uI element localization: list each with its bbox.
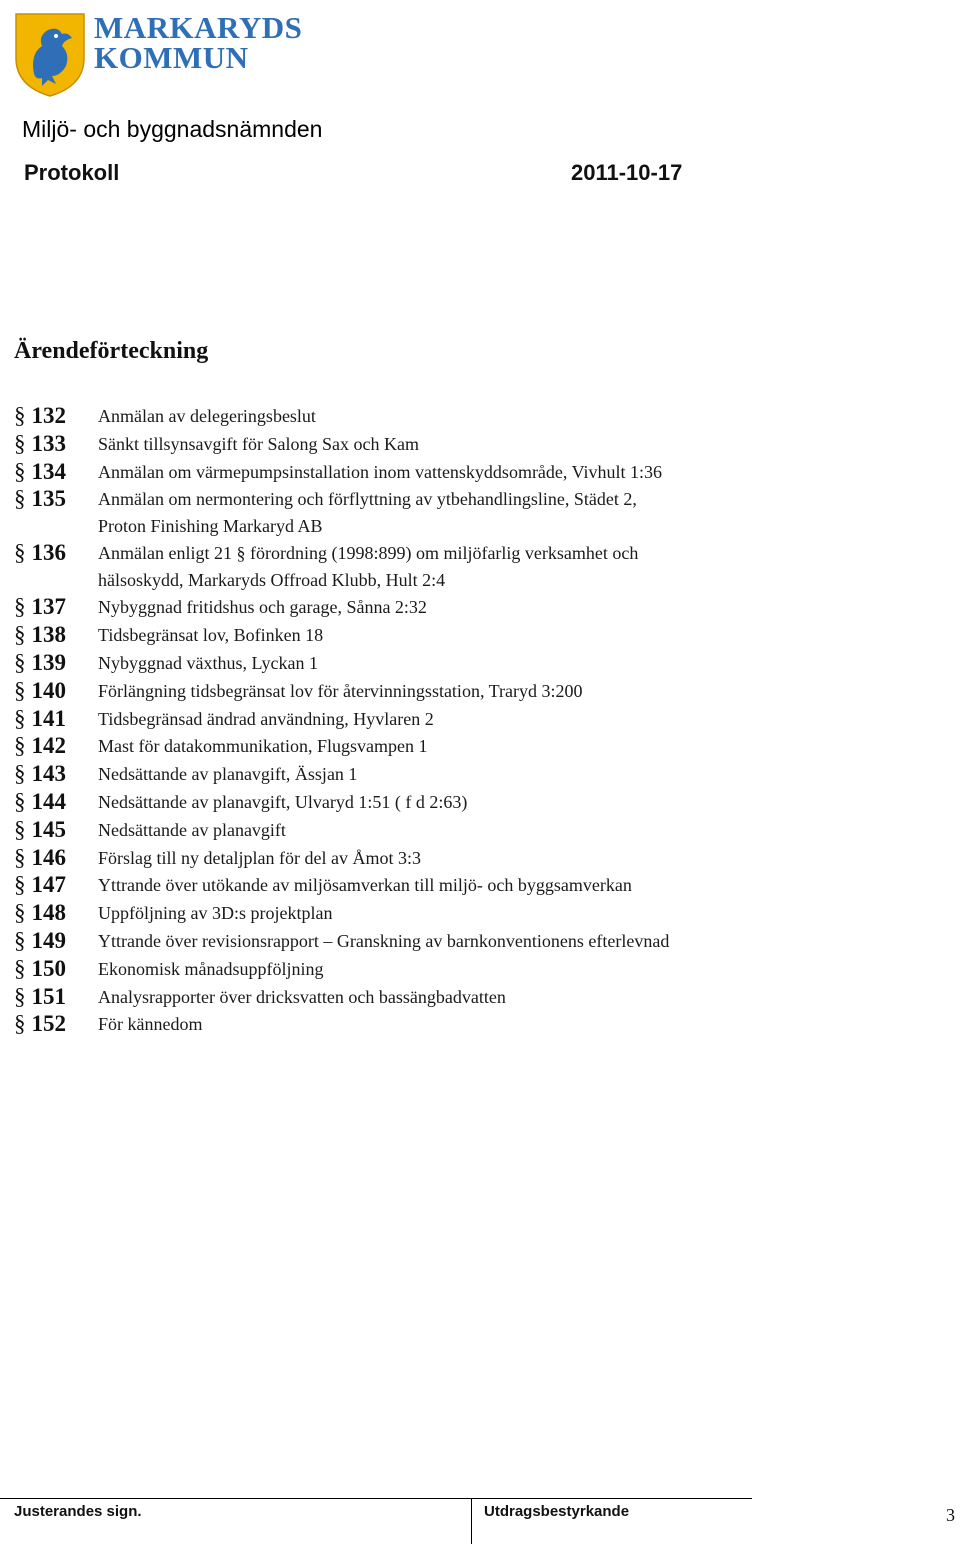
case-number-value: 148 xyxy=(31,900,66,926)
case-title xyxy=(98,593,427,621)
case-title xyxy=(98,458,662,486)
paragraph-symbol: § xyxy=(14,983,26,1009)
case-title xyxy=(98,760,357,788)
case-title xyxy=(98,899,332,927)
case-number-value: 146 xyxy=(31,844,66,870)
case-number xyxy=(14,705,98,733)
case-title-line: Anmälan av delegeringsbeslut xyxy=(98,406,316,426)
case-title-line: Uppföljning av 3D:s projektplan xyxy=(98,903,333,924)
case-number xyxy=(14,927,98,955)
case-number xyxy=(14,760,98,788)
case-title-line: Nedsättande av planavgift, Ulvaryd 1:51 ( f d 2:63) xyxy=(98,791,468,812)
case-number-value: 138 xyxy=(31,622,66,648)
case-title-line: Förlängning tidsbegränsat lov för återvinningsstation, Traryd 3:200 xyxy=(98,680,583,701)
case-number-value: 135 xyxy=(31,486,66,512)
case-title xyxy=(98,732,427,760)
case-title-line: Ekonomisk månadsuppföljning xyxy=(98,958,324,979)
case-number xyxy=(14,485,98,513)
logo-line-2: KOMMUN xyxy=(94,40,249,75)
case-item xyxy=(14,955,914,983)
case-number-value: 145 xyxy=(31,816,66,842)
case-title-line: Sänkt tillsynsavgift för Salong Sax och Kam xyxy=(98,433,419,454)
case-number-value: 137 xyxy=(31,594,66,620)
case-item xyxy=(14,983,914,1011)
case-title-line: Analysrapporter över dricksvatten och bassängbadvatten xyxy=(98,986,506,1007)
case-number xyxy=(14,844,98,872)
footer-signature-label: Justerandes sign. xyxy=(14,1503,142,1520)
case-title xyxy=(98,402,316,430)
case-item xyxy=(14,430,914,458)
paragraph-symbol: § xyxy=(14,622,26,648)
case-number xyxy=(14,983,98,1011)
paragraph-symbol: § xyxy=(14,900,26,926)
case-item xyxy=(14,705,914,733)
case-number xyxy=(14,1010,98,1038)
case-title xyxy=(98,816,286,844)
case-title-line: Anmälan om värmepumpsinstallation inom vattenskyddsområde, Vivhult 1:36 xyxy=(98,461,663,482)
case-title xyxy=(98,955,323,983)
case-item xyxy=(14,844,914,872)
case-number-value: 151 xyxy=(31,983,66,1009)
case-number xyxy=(14,402,98,430)
case-number xyxy=(14,430,98,458)
case-title-line: Nedsättande av planavgift, Ässjan 1 xyxy=(98,764,358,785)
case-title-line: Tidsbegränsad ändrad användning, Hyvlaren 2 xyxy=(98,708,434,729)
case-title xyxy=(98,539,638,593)
paragraph-symbol: § xyxy=(14,733,26,759)
case-title xyxy=(98,1010,202,1038)
paragraph-symbol: § xyxy=(14,927,26,953)
case-title-line: Mast för datakommunikation, Flugsvampen 1 xyxy=(98,736,428,757)
page-number: 3 xyxy=(946,1505,955,1525)
case-title xyxy=(98,844,421,872)
paragraph-symbol: § xyxy=(14,458,26,484)
case-title xyxy=(98,649,318,677)
case-number-value: 139 xyxy=(31,649,66,675)
case-number xyxy=(14,788,98,816)
case-item xyxy=(14,458,914,486)
case-item xyxy=(14,816,914,844)
case-item xyxy=(14,649,914,677)
paragraph-symbol: § xyxy=(14,649,26,675)
case-number-value: 136 xyxy=(31,540,66,566)
case-item xyxy=(14,677,914,705)
paragraph-symbol: § xyxy=(14,816,26,842)
case-number-value: 133 xyxy=(31,430,66,456)
case-title-line: Förslag till ny detaljplan för del av Åmot 3:3 xyxy=(98,847,421,868)
paragraph-symbol: § xyxy=(14,403,26,428)
case-number xyxy=(14,871,98,899)
case-item xyxy=(14,402,914,430)
case-title-line: För kännedom xyxy=(98,1014,203,1035)
case-number-value: 141 xyxy=(31,705,66,731)
case-number-value: 142 xyxy=(31,733,66,759)
case-title xyxy=(98,927,669,955)
case-title xyxy=(98,430,419,458)
case-title-line: Anmälan om nermontering och förflyttning av ytbehandlingsline, Städet 2, xyxy=(98,489,637,510)
case-item xyxy=(14,621,914,649)
case-title xyxy=(98,485,637,539)
case-list xyxy=(14,402,914,1038)
paragraph-symbol: § xyxy=(14,540,26,566)
case-title xyxy=(98,871,632,899)
case-title-line: Nybyggnad fritidshus och garage, Sånna 2:32 xyxy=(98,597,427,618)
footer-rule xyxy=(0,1498,752,1499)
paragraph-symbol: § xyxy=(14,844,26,870)
case-item xyxy=(14,899,914,927)
case-number xyxy=(14,955,98,983)
coat-of-arms-icon xyxy=(12,10,88,98)
case-number-value: 147 xyxy=(31,872,66,898)
case-item xyxy=(14,485,914,539)
case-item xyxy=(14,593,914,621)
case-title-line: Nedsättande av planavgift xyxy=(98,819,286,840)
case-title-line: Anmälan enligt 21 § förordning (1998:899) om miljöfarlig verksamhet och xyxy=(98,543,639,564)
case-number xyxy=(14,539,98,567)
footer-certification-label: Utdragsbestyrkande xyxy=(484,1503,630,1520)
case-item xyxy=(14,732,914,760)
document-date: 2011-10-17 xyxy=(571,160,683,185)
case-title-line: Proton Finishing Markaryd AB xyxy=(98,515,323,536)
case-title-line: hälsoskydd, Markaryds Offroad Klubb, Hult 2:4 xyxy=(98,569,446,590)
case-number-value: 144 xyxy=(31,788,66,814)
section-heading: Ärendeförteckning xyxy=(14,338,209,364)
case-number xyxy=(14,649,98,677)
case-number xyxy=(14,621,98,649)
case-number-value: 152 xyxy=(31,1011,66,1037)
paragraph-symbol: § xyxy=(14,788,26,814)
logo-line-1: MARKARYDS xyxy=(94,10,303,45)
case-title xyxy=(98,983,506,1011)
case-number-value: 149 xyxy=(31,927,66,953)
paragraph-symbol: § xyxy=(14,1011,26,1037)
case-number-value: 140 xyxy=(31,677,66,703)
case-number xyxy=(14,732,98,760)
case-item xyxy=(14,788,914,816)
paragraph-symbol: § xyxy=(14,430,26,456)
paragraph-symbol: § xyxy=(14,705,26,731)
case-item xyxy=(14,871,914,899)
paragraph-symbol: § xyxy=(14,955,26,981)
case-number-value: 134 xyxy=(31,458,66,484)
paragraph-symbol: § xyxy=(14,761,26,787)
case-title xyxy=(98,621,323,649)
case-item xyxy=(14,1010,914,1038)
paragraph-symbol: § xyxy=(14,677,26,703)
case-title xyxy=(98,705,434,733)
case-item xyxy=(14,760,914,788)
case-title xyxy=(98,677,582,705)
case-title-line: Yttrande över revisionsrapport – Granskning av barnkonventionens efterlevnad xyxy=(98,930,670,951)
case-number xyxy=(14,593,98,621)
case-title xyxy=(98,788,467,816)
case-item xyxy=(14,539,914,593)
committee-title: Miljö- och byggnadsnämnden xyxy=(22,116,323,142)
case-number xyxy=(14,816,98,844)
case-number xyxy=(14,899,98,927)
paragraph-symbol: § xyxy=(14,594,26,620)
document-type: Protokoll xyxy=(24,160,120,185)
case-title-line: Nybyggnad växthus, Lyckan 1 xyxy=(98,652,318,673)
paragraph-symbol: § xyxy=(14,872,26,898)
footer-divider xyxy=(471,1498,472,1544)
case-number-value: 150 xyxy=(31,955,66,981)
paragraph-symbol: § xyxy=(14,486,26,512)
case-title-line: Tidsbegränsat lov, Bofinken 18 xyxy=(98,625,324,646)
case-number-value: 132 xyxy=(31,403,66,428)
case-number xyxy=(14,458,98,486)
case-number xyxy=(14,677,98,705)
municipality-logo xyxy=(12,10,312,100)
case-title-line: Yttrande över utökande av miljösamverkan till miljö- och byggsamverkan xyxy=(98,875,632,896)
case-number-value: 143 xyxy=(31,761,66,787)
case-item xyxy=(14,927,914,955)
